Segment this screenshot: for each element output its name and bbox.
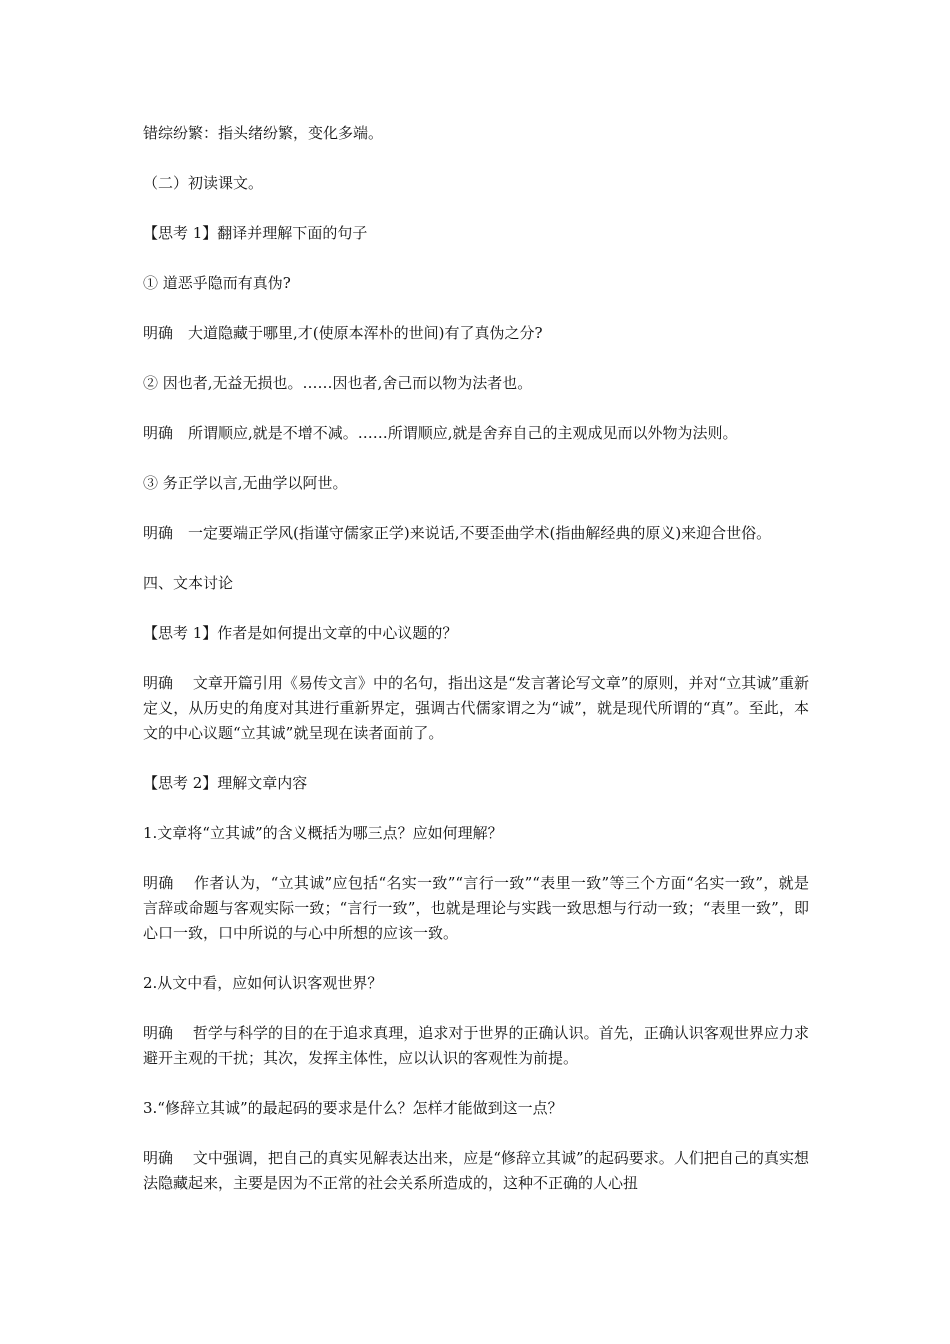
sentence-item: ② 因也者,无益无损也。……因也者,舍己而以物为法者也。: [143, 374, 533, 392]
answer-paragraph: 明确 一定要端正学风(指谨守儒家正学)来说话,不要歪曲学术(指曲解经典的原义)来迎合世俗。: [143, 524, 772, 542]
answer-paragraph: 明确 文中强调，把自己的真实见解表达出来，应是“修辞立其诚”的起码要求。人们把自己的真实想法隐藏起来，主要是因为不正常的社会关系所造成的，这种不正确的人心扭: [143, 1149, 809, 1192]
vocab-note: 错综纷繁：指头绪纷繁，变化多端。: [143, 124, 384, 142]
question-item: 1.文章将“立其诚”的含义概括为哪三点？应如何理解？: [143, 824, 503, 842]
section-heading: （二）初读课文。: [143, 174, 264, 192]
document-body: [143, 121, 809, 1221]
answer-paragraph: 明确 所谓顺应,就是不增不减。……所谓顺应,就是舍弃自己的主观成见而以外物为法则。: [143, 424, 738, 442]
question-heading: 【思考 1】作者是如何提出文章的中心议题的？: [143, 624, 458, 642]
answer-paragraph: 明确 作者认为，“立其诚”应包括“名实一致”“言行一致”“表里一致”等三个方面“名实一致”，就是言辞或命题与客观实际一致；“言行一致”，也就是理论与实践一致思想与行动一致；“表里一致”，即心口一致，口中所说的与心中所想的应该一致。: [143, 874, 809, 942]
sentence-item: ③ 务正学以言,无曲学以阿世。: [143, 474, 348, 492]
question-heading: 【思考 2】理解文章内容: [143, 774, 308, 792]
question-item: 3.“修辞立其诚”的最起码的要求是什么？怎样才能做到这一点？: [143, 1099, 563, 1117]
answer-paragraph: 明确 哲学与科学的目的在于追求真理，追求对于世界的正确认识。首先，正确认识客观世界应力求避开主观的干扰；其次，发挥主体性，应以认识的客观性为前提。: [143, 1024, 809, 1067]
answer-paragraph: 明确 文章开篇引用《易传文言》中的名句，指出这是“发言著论写文章”的原则，并对“立其诚”重新定义，从历史的角度对其进行重新界定，强调古代儒家谓之为“诚”，就是现代所谓的“真”。至此，本文的中心议题“立其诚”就呈现在读者面前了。: [143, 674, 809, 742]
answer-paragraph: 明确 大道隐藏于哪里,才(使原本浑朴的世间)有了真伪之分?: [143, 324, 543, 342]
question-item: 2.从文中看，应如何认识客观世界？: [143, 974, 383, 992]
sentence-item: ① 道恶乎隐而有真伪?: [143, 274, 291, 292]
section-heading: 四、文本讨论: [143, 574, 234, 592]
question-heading: 【思考 1】翻译并理解下面的句子: [143, 224, 368, 242]
